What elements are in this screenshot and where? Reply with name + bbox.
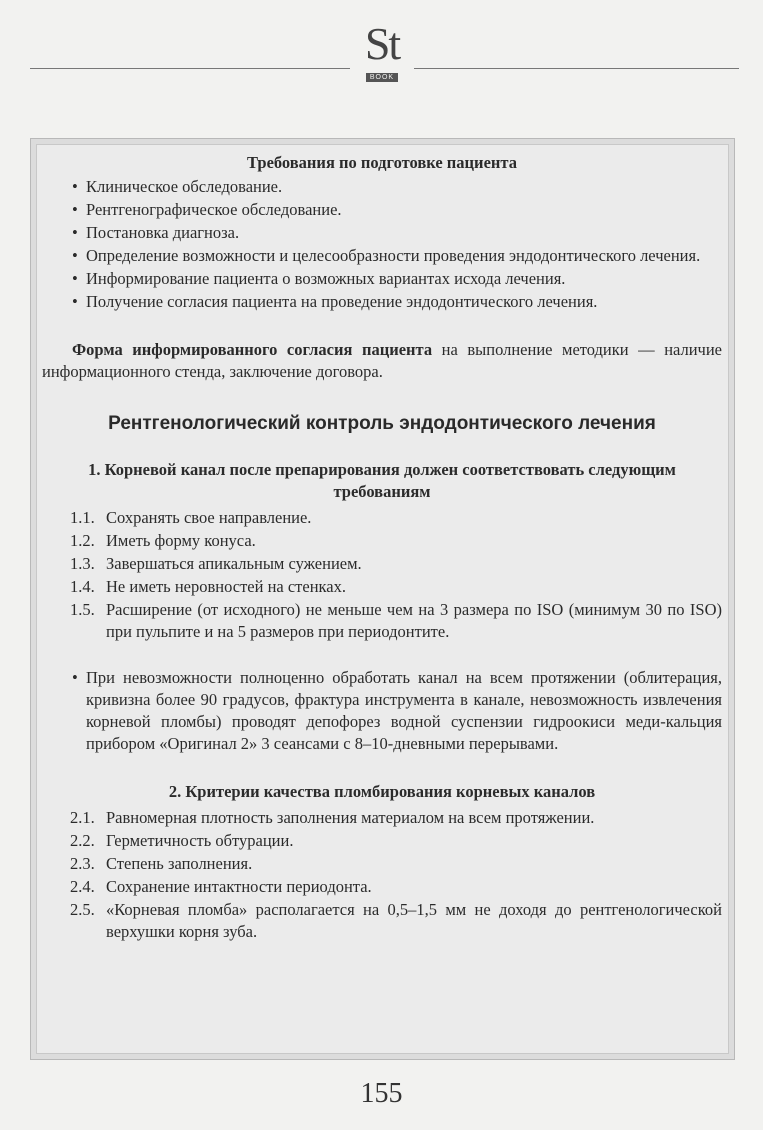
item-text: Расширение (от исходного) не меньше чем на 3 размера по ISO (минимум 30 по ISO) при пульпите и на 5 размеров при периодонтите. — [106, 600, 722, 641]
item-number: 1.3. — [70, 554, 95, 573]
item-number: 2.4. — [70, 877, 95, 896]
list-item: • Клиническое обследование. — [42, 176, 722, 198]
page-content — [42, 152, 722, 944]
logo-glyph: St — [364, 18, 400, 69]
list-item: • Постановка диагноза. — [42, 222, 722, 244]
criteria-title: 2. Критерии качества пломбирования корневых каналов — [168, 782, 596, 801]
list-item — [42, 530, 722, 552]
item-text: Не иметь неровностей на стенках. — [106, 577, 346, 596]
criteria-list — [42, 807, 722, 943]
consent-paragraph — [42, 339, 722, 383]
canal-title: 1. Корневой канал после препарирования должен соответствовать следующим требованиям — [88, 460, 676, 501]
bullet-dot: • — [72, 668, 78, 687]
note-text: При невозможности полноценно обработать канал на всем протяжении (облитерация, кривизна более 90 градусов, фрактура инструмента в канале, невозможность извлечения корневой пломбы) проводят депофорез водной суспензии гидроокиси меди-кальция прибором «Оригинал 2» 3 сеансами с 8–10-дневными перерывами. — [86, 668, 722, 753]
item-text: Степень заполнения. — [106, 854, 253, 873]
list-item: • Определение возможности и целесообразности проведения эндодонтического лечения. — [42, 245, 722, 267]
list-item: • Рентгенографическое обследование. — [42, 199, 722, 221]
list-item — [42, 599, 722, 643]
item-text: Герметичность обтурации. — [106, 831, 294, 850]
header-rule-left — [30, 68, 350, 69]
item-text: Равномерная плотность заполнения материалом на всем протяжении. — [106, 808, 595, 827]
publisher-logo — [352, 18, 412, 84]
consent-text: на выполнение методики — наличие информационного стенда, заключение договора. — [42, 340, 723, 381]
item-number: 2.2. — [70, 831, 95, 850]
list-item — [42, 553, 722, 575]
list-item — [42, 807, 722, 829]
consent-bold: Форма информированного согласия пациента — [72, 340, 433, 359]
requirements-list — [42, 176, 722, 313]
item-number: 1.2. — [70, 531, 95, 550]
item-number: 1.5. — [70, 600, 95, 619]
list-item — [42, 830, 722, 852]
list-item — [42, 853, 722, 875]
canal-note — [42, 667, 722, 755]
canal-list — [42, 507, 722, 643]
list-item — [42, 576, 722, 598]
list-item: • Получение согласия пациента на проведение эндодонтического лечения. — [42, 291, 722, 313]
list-item: • Информирование пациента о возможных вариантах исхода лечения. — [42, 268, 722, 290]
requirements-title: Требования по подготовке пациента — [247, 153, 517, 172]
item-number: 2.5. — [70, 900, 95, 919]
list-item — [42, 507, 722, 529]
item-text: Иметь форму конуса. — [106, 531, 256, 550]
item-text: «Корневая пломба» располагается на 0,5–1,5 мм не доходя до рентгенологической верхушки корня зуба. — [106, 900, 722, 941]
list-item — [42, 876, 722, 898]
item-text: Сохранение интактности периодонта. — [106, 877, 372, 896]
item-number: 2.1. — [70, 808, 95, 827]
item-text: Сохранять свое направление. — [106, 508, 312, 527]
logo-tag: BOOK — [366, 73, 398, 82]
list-item — [42, 899, 722, 943]
item-number: 2.3. — [70, 854, 95, 873]
section-title: Рентгенологический контроль эндодонтического лечения — [108, 413, 656, 434]
header-rule-right — [414, 68, 739, 69]
item-text: Завершаться апикальным сужением. — [106, 554, 362, 573]
page-number: 155 — [360, 1078, 403, 1109]
item-number: 1.4. — [70, 577, 95, 596]
item-number: 1.1. — [70, 508, 95, 527]
